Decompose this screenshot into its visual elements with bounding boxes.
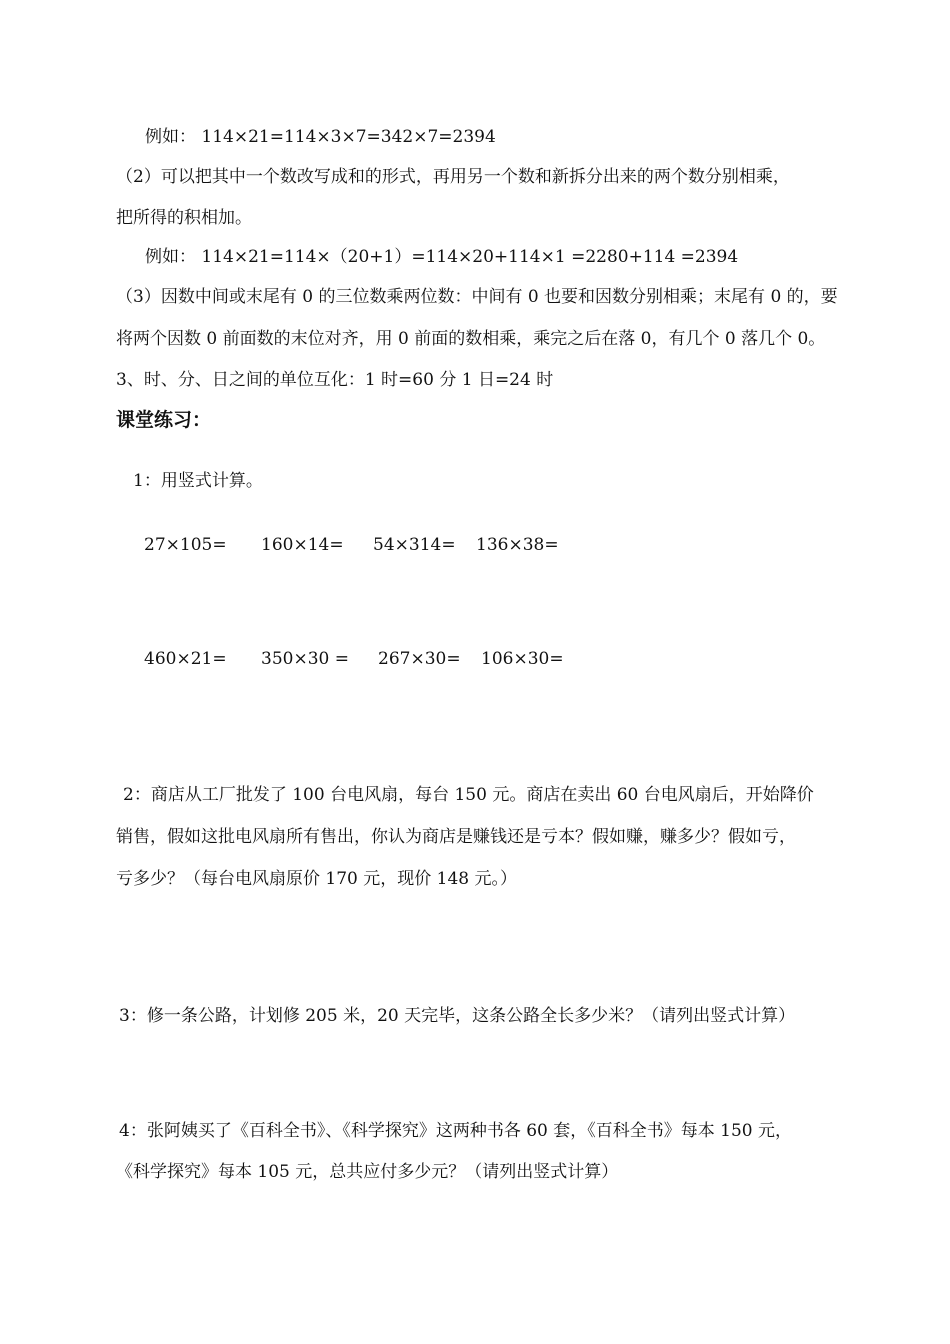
- question-2-line-1: 2：商店从工厂批发了 100 台电风扇，每台 150 元。商店在卖出 60 台电风扇后，开始降价: [123, 785, 814, 805]
- calc-item: 160×14=: [261, 535, 344, 555]
- practice-heading: 课堂练习：: [116, 409, 212, 431]
- calc-item: 136×38=: [476, 535, 559, 555]
- example-2: 例如： 114×21=114×（20+1）=114×20+114×1 =2280+114 =2394: [145, 247, 739, 267]
- calc-item: 54×314=: [373, 535, 456, 555]
- question-1-title: 1：用竖式计算。: [133, 471, 263, 491]
- calc-item: 106×30=: [481, 649, 564, 669]
- method-3-line-1: （3）因数中间或末尾有 0 的三位数乘两位数：中间有 0 也要和因数分别相乘；末尾有 0 的，要: [116, 287, 838, 307]
- question-2-line-3: 亏多少？（每台电风扇原价 170 元，现价 148 元。）: [116, 869, 518, 889]
- calc-item: 350×30 =: [261, 649, 349, 669]
- method-2-line-1: （2）可以把其中一个数改写成和的形式，再用另一个数和新拆分出来的两个数分别相乘，: [116, 167, 790, 187]
- method-2-line-2: 把所得的积相加。: [116, 208, 252, 228]
- question-4-line-2: 《科学探究》每本 105 元，总共应付多少元？（请列出竖式计算）: [116, 1162, 619, 1182]
- calc-item: 460×21=: [144, 649, 227, 669]
- method-3-line-2: 将两个因数 0 前面数的末位对齐，用 0 前面的数相乘，乘完之后在落 0，有几个 0 落几个 0。: [116, 329, 826, 349]
- question-4-line-1: 4：张阿姨买了《百科全书》、《科学探究》这两种书各 60 套，《百科全书》每本 150 元，: [119, 1121, 793, 1141]
- calc-item: 267×30=: [378, 649, 461, 669]
- question-3: 3：修一条公路，计划修 205 米，20 天完毕，这条公路全长多少米？（请列出竖式计算）: [119, 1006, 796, 1026]
- example-1: 例如： 114×21=114×3×7=342×7=2394: [145, 127, 496, 147]
- unit-conversion: 3、时、分、日之间的单位互化：1 时=60 分 1 日=24 时: [116, 370, 554, 390]
- calc-item: 27×105=: [144, 535, 227, 555]
- question-2-line-2: 销售，假如这批电风扇所有售出，你认为商店是赚钱还是亏本？假如赚，赚多少？假如亏，: [116, 827, 796, 847]
